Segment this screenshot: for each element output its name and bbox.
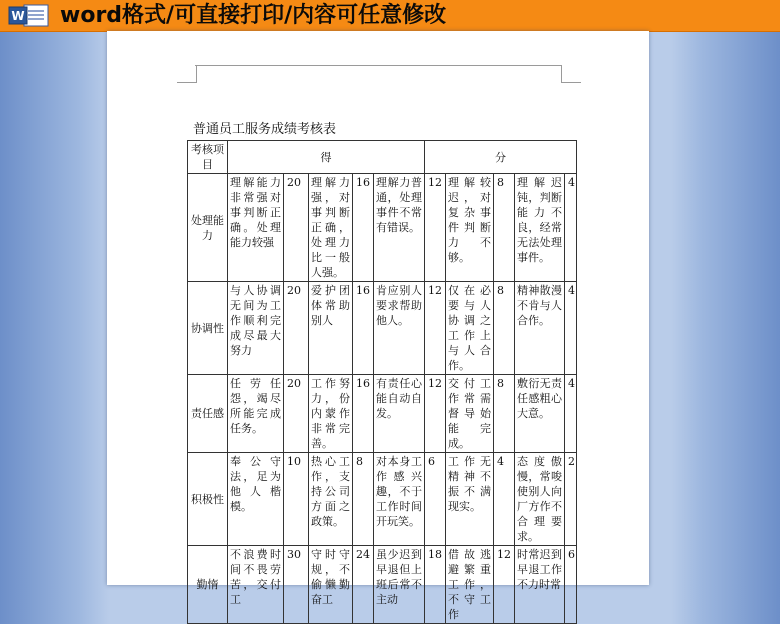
criteria-cell: 仅在必要与人协调之工作上与人合作。 <box>446 282 494 375</box>
score-cell: 6 <box>425 453 446 546</box>
score-cell: 30 <box>284 546 309 624</box>
banner-text: word格式/可直接打印/内容可任意修改 <box>60 3 447 28</box>
table-row <box>188 375 577 453</box>
criteria-cell: 理解迟钝，判断能力不良，经常无法处理事件。 <box>515 174 565 282</box>
category-cell: 勤惰 <box>188 546 228 624</box>
score-cell: 8 <box>494 174 515 282</box>
header-score-left: 得 <box>228 141 425 174</box>
criteria-cell: 工作努力，份内蒙作非常完善。 <box>309 375 353 453</box>
word-document-icon <box>6 3 52 28</box>
header-line <box>195 65 561 66</box>
criteria-cell: 虽少迟到早退但上班后常不主动 <box>374 546 425 624</box>
header-score-right: 分 <box>425 141 577 174</box>
table-row <box>188 282 577 375</box>
category-cell: 协调性 <box>188 282 228 375</box>
score-cell: 4 <box>494 453 515 546</box>
score-cell: 4 <box>565 174 577 282</box>
score-cell: 12 <box>425 282 446 375</box>
category-cell: 处理能力 <box>188 174 228 282</box>
criteria-cell: 理解力强，对事判断正确，处理力比一般人强。 <box>309 174 353 282</box>
svg-text:W: W <box>11 9 25 23</box>
criteria-cell: 热心工作，支持公司方面之政策。 <box>309 453 353 546</box>
criteria-cell: 任劳任怨，竭尽所能完成任务。 <box>228 375 284 453</box>
criteria-cell: 爱护团体常助别人 <box>309 282 353 375</box>
evaluation-table <box>187 140 577 624</box>
criteria-cell: 理解力普通，处理事件不常有错误。 <box>374 174 425 282</box>
score-cell: 12 <box>494 546 515 624</box>
score-cell: 12 <box>425 174 446 282</box>
criteria-cell: 不浪费时间不畏劳苦，交付工 <box>228 546 284 624</box>
score-cell: 8 <box>494 282 515 375</box>
score-cell: 20 <box>284 375 309 453</box>
score-cell: 16 <box>353 174 374 282</box>
table-row <box>188 174 577 282</box>
criteria-cell: 精神散漫不肯与人合作。 <box>515 282 565 375</box>
top-banner <box>0 0 780 32</box>
table-header-row <box>188 141 577 174</box>
document-page <box>107 31 649 621</box>
document-title: 普通员工服务成绩考核表 <box>193 122 337 137</box>
score-cell: 24 <box>353 546 374 624</box>
criteria-cell: 守时守规，不偷懒勤奋工 <box>309 546 353 624</box>
score-cell: 8 <box>494 375 515 453</box>
criteria-cell: 态度傲慢，常唆使别人向厂方作不合理要求。 <box>515 453 565 546</box>
criteria-cell: 敷衍无责任感粗心大意。 <box>515 375 565 453</box>
criteria-cell: 交付工作常需督导始能完成。 <box>446 375 494 453</box>
criteria-cell: 借故逃避繁重工作，不守工作 <box>446 546 494 624</box>
score-cell: 16 <box>353 282 374 375</box>
category-cell: 责任感 <box>188 375 228 453</box>
score-cell: 12 <box>425 375 446 453</box>
table-row <box>188 453 577 546</box>
score-cell: 6 <box>565 546 577 624</box>
criteria-cell: 有责任心能自动自发。 <box>374 375 425 453</box>
score-cell: 10 <box>284 453 309 546</box>
header-margin-mark-left <box>177 65 197 83</box>
criteria-cell: 奉公守法，足为他人楷模。 <box>228 453 284 546</box>
criteria-cell: 与人协调无间为工作顺利完成尽最大努力 <box>228 282 284 375</box>
header-margin-mark-right <box>561 65 581 83</box>
score-cell: 20 <box>284 282 309 375</box>
criteria-cell: 对本身工作感兴趣，不于工作时间开玩笑。 <box>374 453 425 546</box>
score-cell: 20 <box>284 174 309 282</box>
score-cell: 16 <box>353 375 374 453</box>
criteria-cell: 工作无精神不振不满现实。 <box>446 453 494 546</box>
score-cell: 4 <box>565 282 577 375</box>
score-cell: 4 <box>565 375 577 453</box>
score-cell: 2 <box>565 453 577 546</box>
score-cell: 8 <box>353 453 374 546</box>
header-category-cell: 考核项目 <box>188 141 228 174</box>
criteria-cell: 时常迟到早退工作不力时常 <box>515 546 565 624</box>
criteria-cell: 理解能力非常强对事判断正确。处理能力较强 <box>228 174 284 282</box>
category-cell: 积极性 <box>188 453 228 546</box>
criteria-cell: 理解较迟，对复杂事件判断力不够。 <box>446 174 494 282</box>
score-cell: 18 <box>425 546 446 624</box>
criteria-cell: 肯应别人要求帮助他人。 <box>374 282 425 375</box>
